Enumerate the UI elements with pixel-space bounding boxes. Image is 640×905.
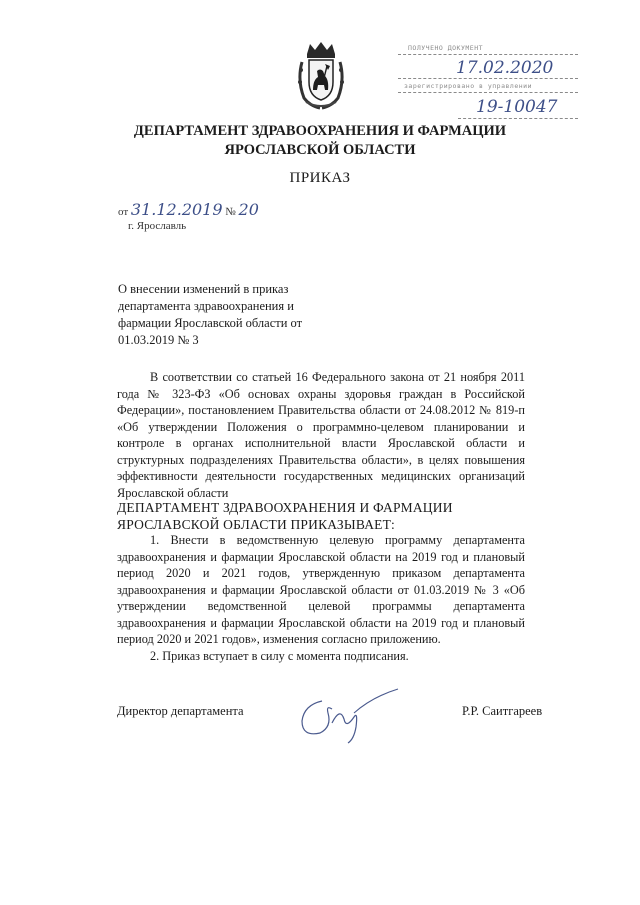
stamp-number-handwritten: 19-10047: [476, 97, 558, 117]
department-heading: [0, 122, 640, 160]
order-item-1: 1. Внести в ведомственную целевую программу департамента здравоохранения и фармации Ярославской области на 2019 год и плановый период 2020 и 2021 годов, утвержденную приказом департамента здравоохранения и фармации Ярославской области от 01.03.2019 № 3 «Об утверждении ведомственной целевой программы департамента здравоохранения и фармации Ярославской области на 2019 год и плановый период 2020 и 2021 годов», изменения согласно приложению.: [117, 533, 525, 646]
department-heading-line2: ЯРОСЛАВСКОЙ ОБЛАСТИ: [224, 142, 416, 158]
city-label: г. Ярославль: [128, 220, 187, 232]
order-date-handwritten: 31.12.2019: [130, 200, 223, 219]
document-type-title: ПРИКАЗ: [289, 170, 351, 186]
department-heading-line1: ДЕПАРТАМЕНТ ЗДРАВООХРАНЕНИЯ И ФАРМАЦИИ: [133, 123, 507, 139]
stamp-registered-label: зарегистрировано в управлении: [404, 82, 532, 90]
number-sign: №: [225, 206, 236, 218]
date-prefix: от: [118, 206, 129, 218]
preamble-paragraph: [117, 369, 525, 501]
preamble-text: В соответствии со статьей 16 Федерального закона от 21 ноября 2011 года № 323-ФЗ «Об основах охраны здоровья граждан в Российской Федерации», постановлением Правительства области от 24.08.2012 № 819-п «Об утверждении Положения о программно-целевом планировании и контроле в органах исполнительной власти Ярославской области и структурных подразделениях Правительства области», в целях повышения эффективности деятельности государственных медицинских организаций Ярославской области: [117, 370, 525, 500]
order-date-number: [118, 200, 259, 219]
orders-statement: ДЕПАРТАМЕНТ ЗДРАВООХРАНЕНИЯ И ФАРМАЦИИ ЯРОСЛАВСКОЙ ОБЛАСТИ ПРИКАЗЫВАЕТ:: [117, 500, 453, 532]
order-item-2: 2. Приказ вступает в силу с момента подписания.: [150, 648, 409, 663]
signatory-name: Р.Р. Саитгареев: [462, 704, 543, 718]
subject-line: фармации Ярославской области от: [118, 316, 303, 330]
order-subject: [118, 281, 338, 349]
subject-line: 01.03.2019 № 3: [118, 333, 199, 347]
coat-of-arms-emblem: [296, 40, 346, 110]
stamp-received-label: ПОЛУЧЕНО ДОКУМЕНТ: [408, 44, 484, 52]
stamp-date-handwritten: 17.02.2020: [456, 58, 554, 78]
registration-stamp: [398, 40, 578, 122]
order-items: [117, 532, 525, 664]
signatory-position: Директор департамента: [117, 704, 244, 718]
order-number-handwritten: 20: [238, 200, 259, 219]
subject-line: О внесении изменений в приказ: [118, 282, 289, 296]
subject-line: департамента здравоохранения и: [118, 299, 294, 313]
handwritten-signature: [292, 683, 402, 745]
